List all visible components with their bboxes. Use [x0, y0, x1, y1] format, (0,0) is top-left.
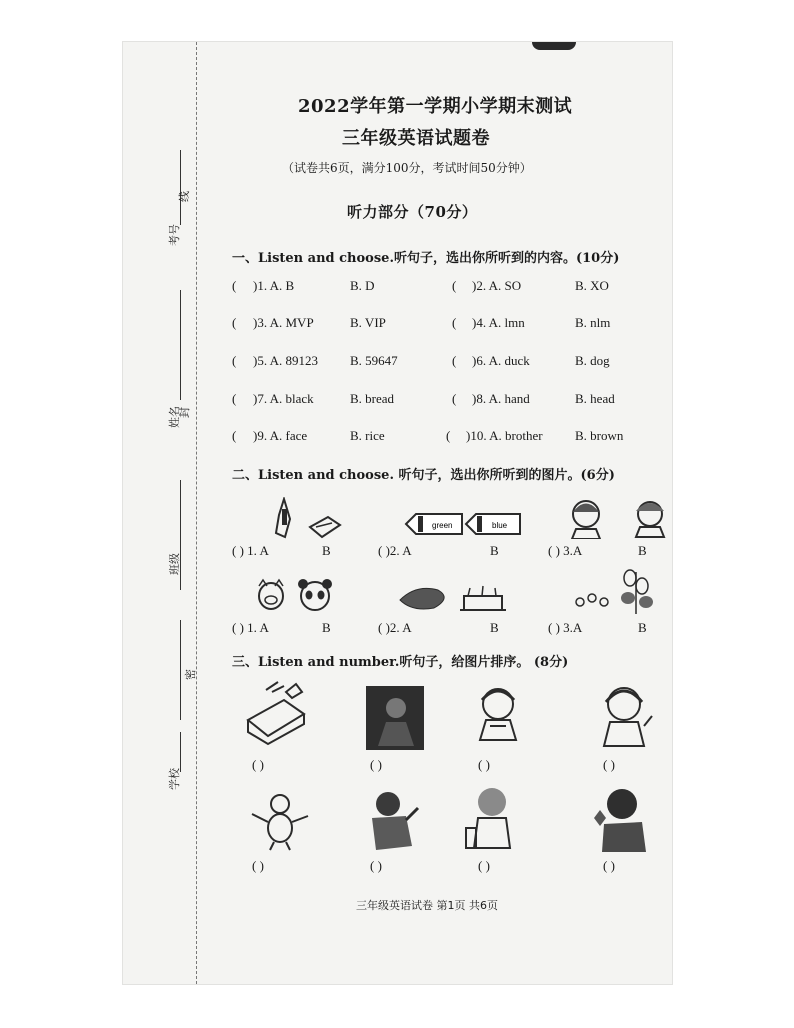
number-blank[interactable]: ( )	[252, 757, 264, 772]
girl-drinking-picture	[464, 784, 522, 854]
boy-bending-picture	[362, 790, 420, 854]
option-b-label: B	[638, 620, 647, 635]
number-blank[interactable]: ( )	[370, 757, 382, 772]
flowers-picture	[566, 568, 672, 616]
side-label-seal: 封	[178, 407, 191, 418]
picture-question[interactable]: ( ) 1. A	[232, 543, 269, 558]
listening-heading: 听力部分（70分）	[347, 203, 478, 221]
side-label-class: 班级	[168, 553, 181, 575]
answer-bracket[interactable]: (	[452, 278, 457, 293]
exam-info: （试卷共6页，满分100分，考试时间50分钟）	[282, 161, 532, 175]
side-label-school: 学校	[168, 768, 181, 790]
answer-bracket[interactable]: (	[232, 428, 237, 443]
answer-bracket[interactable]: (	[232, 353, 237, 368]
answer-bracket[interactable]: (	[232, 278, 237, 293]
food-cake-picture	[398, 580, 508, 614]
binding-dashed-line	[196, 42, 197, 984]
question-option-a: )1. A. B	[253, 278, 295, 293]
number-blank[interactable]: ( )	[478, 858, 490, 873]
girl-waving-picture	[594, 682, 654, 748]
question-option-b: B. 59647	[350, 353, 398, 368]
question-option-a: )3. A. MVP	[253, 315, 314, 330]
question-option-b: B. bread	[350, 391, 395, 406]
picture-question[interactable]: ( ) 1. A	[232, 620, 269, 635]
question-option-a: )7. A. black	[253, 391, 314, 406]
bear-dancing-picture	[246, 792, 312, 852]
name-line	[180, 290, 181, 400]
answer-bracket[interactable]: (	[232, 315, 237, 330]
boy-with-flower-picture	[586, 786, 648, 854]
number-blank[interactable]: ( )	[603, 858, 615, 873]
question-option-b: B. VIP	[350, 315, 386, 330]
section1-heading: 一、Listen and choose.听句子，选出你所听到的内容。(10分)	[232, 251, 620, 266]
scan-corner-mark	[532, 42, 576, 50]
answer-bracket[interactable]: (	[446, 428, 451, 443]
side-label-exam-no: 考号	[168, 224, 181, 246]
number-blank[interactable]: ( )	[370, 858, 382, 873]
question-option-b: B. brown	[575, 428, 624, 443]
side-label-line: 线	[178, 191, 191, 202]
boy-dark-picture	[366, 686, 424, 750]
question-option-b: B. dog	[575, 353, 610, 368]
question-option-a: )9. A. face	[253, 428, 308, 443]
crayon-label-blue: blue	[492, 521, 508, 530]
section2-heading: 二、Listen and choose. 听句子，选出你所听到的图片。(6分)	[232, 468, 615, 483]
page-footer: 三年级英语试卷 第1页 共6页	[356, 899, 498, 912]
question-option-a: )5. A. 89123	[253, 353, 318, 368]
girls-picture	[566, 497, 674, 539]
option-b-label: B	[490, 620, 499, 635]
pig-panda-picture	[255, 578, 335, 614]
question-option-a: )8. A. hand	[472, 391, 530, 406]
option-b-label: B	[322, 620, 331, 635]
question-option-b: B. rice	[350, 428, 385, 443]
exam-title: 2022学年第一学期小学期末测试	[298, 96, 573, 117]
section3-heading: 三、Listen and number.听句子，给图片排序。 (8分)	[232, 655, 569, 670]
question-option-b: B. head	[575, 391, 615, 406]
side-label-secret: 密	[184, 669, 197, 680]
pencil-box-picture	[244, 680, 308, 746]
question-option-a: )10. A. brother	[466, 428, 543, 443]
pencil-writing-picture	[270, 497, 345, 541]
question-option-b: B. D	[350, 278, 375, 293]
crayons-picture	[404, 510, 522, 538]
crayon-label-green: green	[432, 521, 453, 530]
option-b-label: B	[638, 543, 647, 558]
side-label-name: 姓名	[168, 406, 181, 428]
number-blank[interactable]: ( )	[252, 858, 264, 873]
answer-bracket[interactable]: (	[452, 353, 457, 368]
picture-question[interactable]: ( ) 3.A	[548, 543, 583, 558]
answer-bracket[interactable]: (	[232, 391, 237, 406]
number-blank[interactable]: ( )	[603, 757, 615, 772]
exam-no-line	[180, 150, 181, 225]
answer-bracket[interactable]: (	[452, 315, 457, 330]
picture-question[interactable]: ( )2. A	[378, 543, 412, 558]
school-line-top	[180, 620, 181, 720]
question-option-b: B. XO	[575, 278, 609, 293]
girl-eating-picture	[470, 682, 530, 742]
picture-question[interactable]: ( ) 3.A	[548, 620, 583, 635]
question-option-b: B. nlm	[575, 315, 611, 330]
question-option-a: )2. A. SO	[472, 278, 522, 293]
number-blank[interactable]: ( )	[478, 757, 490, 772]
school-line	[180, 732, 181, 772]
answer-bracket[interactable]: (	[452, 391, 457, 406]
exam-subject: 三年级英语试题卷	[342, 128, 490, 149]
option-b-label: B	[490, 543, 499, 558]
question-option-a: )6. A. duck	[472, 353, 530, 368]
option-b-label: B	[322, 543, 331, 558]
picture-question[interactable]: ( )2. A	[378, 620, 412, 635]
question-option-a: )4. A. lmn	[472, 315, 525, 330]
